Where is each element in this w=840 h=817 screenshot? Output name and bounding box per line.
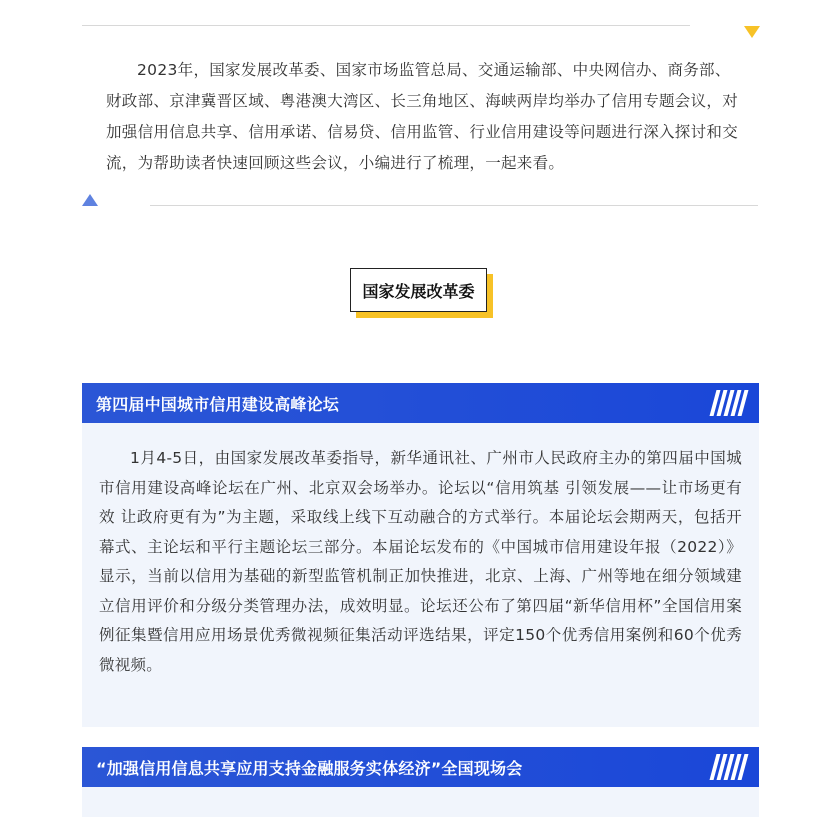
intro-paragraph: 2023年，国家发展改革委、国家市场监管总局、交通运输部、中央网信办、商务部、财政部、京津冀晋区域、粤港澳大湾区、长三角地区、海峡两岸均举办了信用专题会议，对加强信用信息共享、信用承诺、信易贷、信用监管、行业信用建设等问题进行深入探讨和交流，为帮助读者快速回顾这些会议，小编进行了梳理，一起来看。 (106, 61, 739, 172)
article-card (82, 747, 759, 817)
bottom-divider (150, 205, 758, 206)
article-header (82, 747, 759, 787)
article-text: 1月4-5日，由国家发展改革委指导，新华通讯社、广州市人民政府主办的第四届中国城市信用建设高峰论坛在广州、北京双会场举办。论坛以“信用筑基 引领发展——让市场更有效 让政府更有为”为主题，采取线上线下互动融合的方式举行。本届论坛会期两天，包括开幕式、主论坛和平行主题论坛三部分。本届论坛发布的《中国城市信用建设年报（2022）》显示，当前以信用为基础的新型监管机制正加快推进，北京、上海、广州等地在细分领域建立信用评价和分级分类管理办法，成效明显。论坛还公布了第四届“新华信用杯”全国信用案例征集暨信用应用场景优秀微视频征集活动评选结果，评定150个优秀信用案例和60个优秀微视频。 (99, 449, 742, 674)
stripes-icon (713, 390, 745, 416)
top-divider (82, 25, 690, 26)
article-body (82, 423, 759, 727)
article-header (82, 383, 759, 423)
article-card (82, 383, 759, 727)
article-title: 第四届中国城市信用建设高峰论坛 (96, 394, 340, 414)
section-title: 国家发展改革委 (350, 268, 487, 312)
section-title-box (350, 268, 493, 318)
article-title: “加强信用信息共享应用支持金融服务实体经济”全国现场会 (96, 758, 523, 778)
article-body (82, 787, 759, 817)
stripes-icon (713, 754, 745, 780)
triangle-down-icon (744, 26, 760, 38)
triangle-up-icon (82, 194, 98, 206)
